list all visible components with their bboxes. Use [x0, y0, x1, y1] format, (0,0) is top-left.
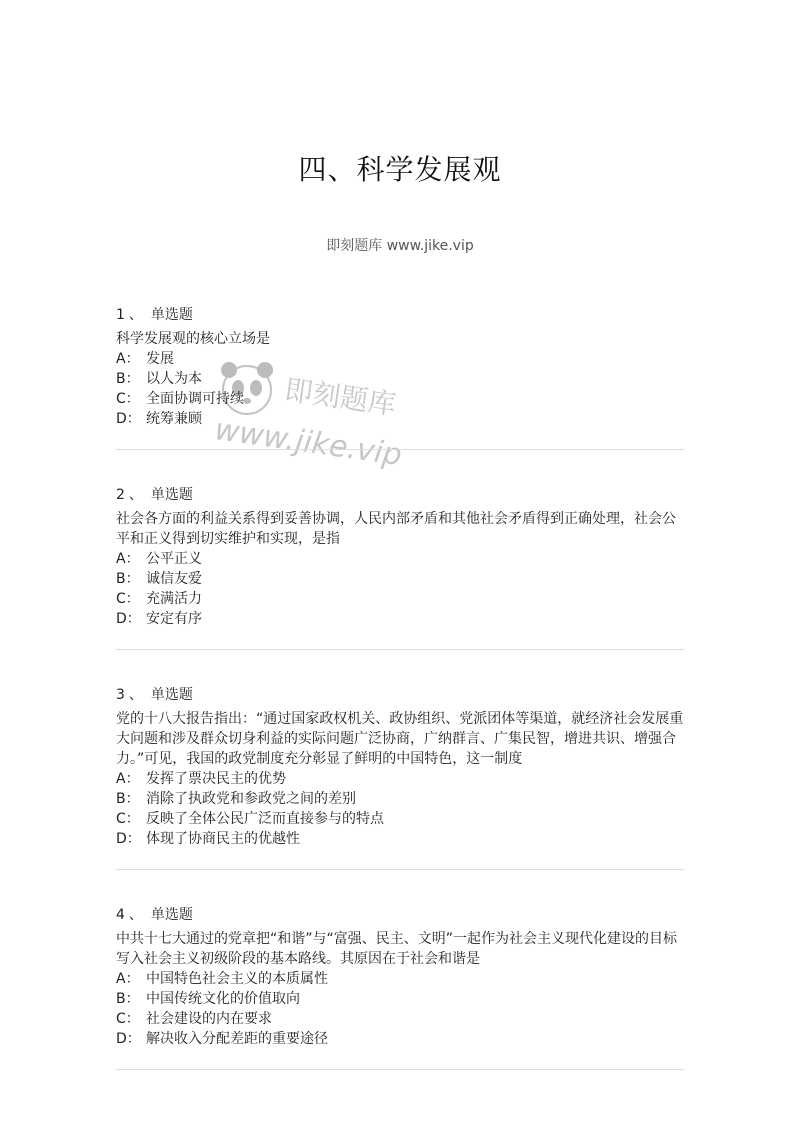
question-4	[116, 905, 684, 1049]
option-c[interactable]	[116, 1009, 684, 1029]
question-2	[116, 485, 684, 629]
option-text: 社会建设的内在要求	[146, 1011, 272, 1027]
question-number: 4	[116, 907, 125, 923]
option-letter: A：	[116, 351, 140, 367]
question-separator: 、	[128, 487, 143, 503]
question-number: 2	[116, 487, 125, 503]
question-divider	[116, 869, 684, 870]
option-b[interactable]	[116, 789, 684, 809]
question-number: 1	[116, 307, 125, 323]
watermark-brand-cn: 即刻题库	[282, 373, 399, 422]
option-c[interactable]	[116, 389, 684, 409]
option-text: 发展	[146, 351, 174, 367]
option-text: 统筹兼顾	[146, 411, 202, 427]
option-letter: C：	[116, 811, 140, 827]
page-title: 四、科学发展观	[298, 153, 502, 186]
question-header	[116, 685, 684, 705]
option-text: 以人为本	[146, 371, 202, 387]
option-letter: C：	[116, 1011, 140, 1027]
option-d[interactable]	[116, 409, 684, 429]
option-letter: D：	[116, 411, 141, 427]
option-text: 全面协调可持续	[146, 391, 244, 407]
question-stem: 社会各方面的利益关系得到妥善协调，人民内部矛盾和其他社会矛盾得到正确处理，社会公平和正义得到切实维护和实现，是指	[116, 511, 676, 547]
question-separator: 、	[128, 687, 143, 703]
question-separator: 、	[128, 307, 143, 323]
option-text: 消除了执政党和参政党之间的差别	[146, 791, 356, 807]
question-type: 单选题	[150, 307, 193, 323]
option-text: 解决收入分配差距的重要途径	[146, 1031, 328, 1047]
option-letter: C：	[116, 591, 140, 607]
question-separator: 、	[128, 907, 143, 923]
question-header	[116, 305, 684, 325]
option-letter: D：	[116, 831, 141, 847]
option-text: 中国传统文化的价值取向	[146, 991, 300, 1007]
option-a[interactable]	[116, 769, 684, 789]
option-a[interactable]	[116, 349, 684, 369]
watermark-brand-url: www.jike.vip	[212, 412, 405, 474]
option-letter: A：	[116, 771, 140, 787]
question-type: 单选题	[150, 487, 193, 503]
option-text: 安定有序	[146, 611, 202, 627]
question-divider	[116, 1069, 684, 1070]
option-letter: B：	[116, 571, 140, 587]
option-letter: A：	[116, 971, 140, 987]
source-subtitle: 即刻题库 www.jike.vip	[326, 238, 474, 254]
option-a[interactable]	[116, 549, 684, 569]
option-b[interactable]	[116, 989, 684, 1009]
question-divider	[116, 649, 684, 650]
question-stem: 党的十八大报告指出：“通过国家政权机关、政协组织、党派团体等渠道，就经济社会发展重大问题和涉及群众切身利益的实际问题广泛协商，广纳群言、广集民智，增进共识、增强合力。”可见，我国的政党制度充分彰显了鲜明的中国特色，这一制度	[116, 711, 684, 767]
question-stem: 科学发展观的核心立场是	[116, 331, 270, 347]
question-3	[116, 685, 684, 849]
option-c[interactable]	[116, 809, 684, 829]
option-c[interactable]	[116, 589, 684, 609]
question-1	[116, 305, 684, 429]
option-letter: D：	[116, 611, 141, 627]
option-b[interactable]	[116, 369, 684, 389]
option-letter: A：	[116, 551, 140, 567]
option-text: 公平正义	[146, 551, 202, 567]
option-b[interactable]	[116, 569, 684, 589]
option-letter: D：	[116, 1031, 141, 1047]
option-text: 发挥了票决民主的优势	[146, 771, 286, 787]
option-text: 充满活力	[146, 591, 202, 607]
question-divider	[116, 449, 684, 450]
option-letter: B：	[116, 791, 140, 807]
question-type: 单选题	[150, 687, 193, 703]
option-text: 诚信友爱	[146, 571, 202, 587]
option-text: 中国特色社会主义的本质属性	[146, 971, 328, 987]
option-letter: B：	[116, 991, 140, 1007]
option-a[interactable]	[116, 969, 684, 989]
option-d[interactable]	[116, 829, 684, 849]
question-header	[116, 905, 684, 925]
option-text: 体现了协商民主的优越性	[146, 831, 300, 847]
question-type: 单选题	[150, 907, 193, 923]
option-d[interactable]	[116, 1029, 684, 1049]
question-stem: 中共十七大通过的党章把“和谐”与“富强、民主、文明”一起作为社会主义现代化建设的目标写入社会主义初级阶段的基本路线。其原因在于社会和谐是	[116, 931, 678, 967]
question-number: 3	[116, 687, 125, 703]
option-d[interactable]	[116, 609, 684, 629]
option-letter: C：	[116, 391, 140, 407]
option-letter: B：	[116, 371, 140, 387]
option-text: 反映了全体公民广泛而直接参与的特点	[146, 811, 384, 827]
question-header	[116, 485, 684, 505]
